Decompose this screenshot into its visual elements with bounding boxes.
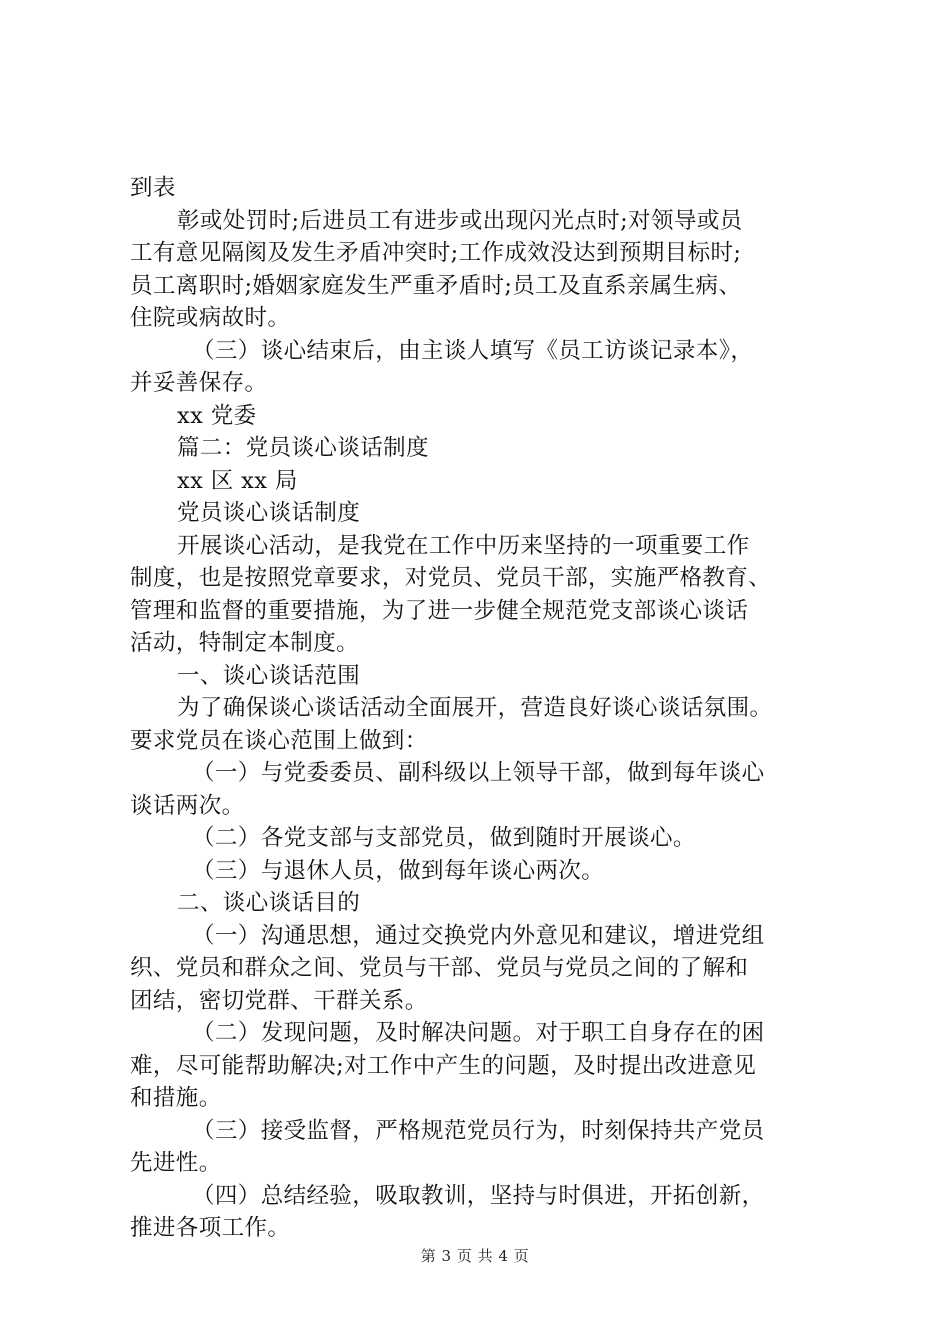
text-line: 工有意见隔阂及发生矛盾冲突时;工作成效没达到预期目标时; [130,240,742,266]
section-heading: 二、谈心谈话目的 [177,890,361,916]
text-line: 难，尽可能帮助解决;对工作中产生的问题，及时提出改进意见 [130,1052,757,1079]
text-line: 推进各项工作。 [130,1215,291,1241]
text-line: 彰或处罚时;后进员工有进步或出现闪光点时;对领导或员 [177,207,743,234]
text-line: 管理和监督的重要措施，为了进一步健全规范党支部谈心谈话 [130,597,749,624]
text-line: 和措施。 [130,1085,222,1111]
page-number-footer: 第 3 页 共 4 页 [420,1247,530,1265]
text-line: 住院或病故时。 [130,305,291,331]
text-line: 到表 [130,175,176,201]
text-line: 制度，也是按照党章要求，对党员、党员干部，实施严格教育、 [130,565,772,591]
section-heading: 一、谈心谈话范围 [177,662,361,689]
text-line: 开展谈心活动，是我党在工作中历来坚持的一项重要工作 [177,532,750,559]
text-line: 先进性。 [130,1150,222,1176]
text-line: （一）与党委委员、副科级以上领导干部，做到每年谈心 [192,760,765,786]
text-line: 织、党员和群众之间、党员与干部、党员与党员之间的了解和 [130,955,749,981]
text-line: 团结，密切党群、干群关系。 [130,987,428,1014]
text-line: （三）接受监督，严格规范党员行为，时刻保持共产党员 [192,1117,765,1144]
text-line: 要求党员在谈心范围上做到： [130,727,428,754]
signature-line: xx 党委 [177,402,257,429]
text-line: （二）发现问题，及时解决问题。对于职工自身存在的困 [192,1020,765,1046]
document-title: 党员谈心谈话制度 [177,500,361,526]
text-line: 员工离职时;婚姻家庭发生严重矛盾时;员工及直系亲属生病、 [130,272,742,299]
text-line: （三）谈心结束后，由主谈人填写《员工访谈记录本》， [192,337,754,364]
text-line: 谈话两次。 [130,792,245,819]
section-heading: 篇二：党员谈心谈话制度 [177,435,429,461]
text-line: 为了确保谈心谈话活动全面展开，营造良好谈心谈话氛围。 [177,695,773,721]
text-line: 活动，特制定本制度。 [130,630,360,656]
document-body [130,172,840,1245]
text-line: 并妥善保存。 [130,370,268,396]
issuer-line: xx 区 xx 局 [177,467,298,494]
text-line: （二）各党支部与支部党员，做到随时开展谈心。 [192,825,696,851]
text-line: （四）总结经验，吸取教训，坚持与时俱进，开拓创新， [192,1182,765,1209]
text-line: （一）沟通思想，通过交换党内外意见和建议，增进党组 [192,922,765,949]
text-line: （三）与退休人员，做到每年谈心两次。 [192,857,605,884]
